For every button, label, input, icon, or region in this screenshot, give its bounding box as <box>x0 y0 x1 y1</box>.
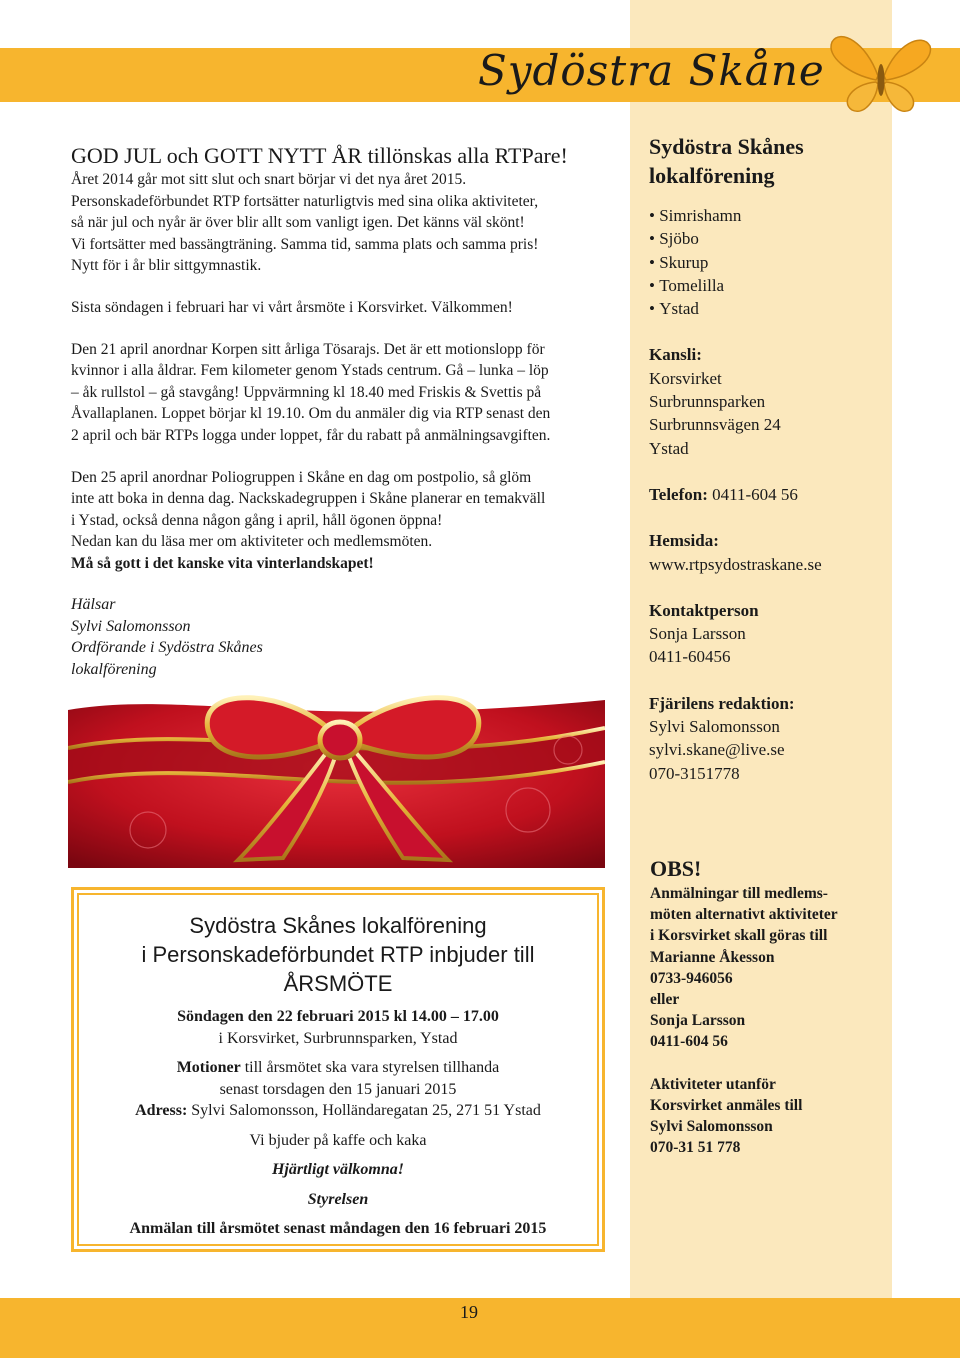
paragraph-line: Nytt för i år blir sittgymnastik. <box>71 257 262 275</box>
obs-line: Korsvirket anmäles till <box>650 1096 803 1114</box>
butterfly-icon <box>826 22 936 118</box>
obs-line: i Korsvirket skall göras till <box>650 927 828 945</box>
signature-line: Sylvi Salomonsson <box>71 617 191 635</box>
page-number: 19 <box>460 1302 478 1322</box>
notice-title-line: Sydöstra Skånes lokalförening <box>189 913 487 938</box>
notice-heading: ÅRSMÖTE <box>283 971 393 996</box>
telefon-value: 0411-604 56 <box>707 484 798 504</box>
paragraph-line: i Ystad, också denna någon gång i april, håll ögonen öppna! <box>71 511 443 529</box>
paragraph-line: inte att boka in denna dag. Nackskadegruppen i Skåne planerar en temakväll <box>71 490 546 508</box>
redaktion-email-link[interactable]: sylvi.skane@live.se <box>649 740 785 760</box>
town-item: • Skurup <box>649 251 884 274</box>
town-item: • Tomelilla <box>649 274 884 297</box>
obs-line: Marianne Åkesson <box>650 948 775 966</box>
paragraph-line: Året 2014 går mot sitt slut och snart börjar vi det nya året 2015. <box>71 171 467 188</box>
redaktion-line: Sylvi Salomonsson <box>649 717 780 737</box>
town-list <box>649 204 884 320</box>
obs-line: eller <box>650 991 680 1009</box>
address-text: Sylvi Salomonsson, Holländaregatan 25, 271 51 Ystad <box>187 1102 541 1119</box>
obs-line: möten alternativt aktiviteter <box>650 906 838 924</box>
welcome-line: Hjärtligt välkomna! <box>271 1161 404 1178</box>
paragraph-line: så när jul och nyår är över blir allt som vanligt igen. Det känns väl skönt! <box>71 214 525 232</box>
obs-line: 0411-604 56 <box>650 1033 728 1051</box>
paragraph-line: – åk rullstol – gå stavgång! Uppvärmning kl 18.40 med Friskis & Svettis på <box>71 383 542 401</box>
annual-meeting-notice <box>71 887 605 1252</box>
christmas-bow-image <box>68 690 605 868</box>
signup-deadline: Anmälan till årsmötet senast måndagen den 16 februari 2015 <box>129 1220 547 1237</box>
kansli-line: Ystad <box>649 438 689 458</box>
paragraph-line: Nedan kan du läsa mer om aktiviteter och medlemsmöten. <box>71 533 433 551</box>
paragraph-line: kvinnor i alla åldrar. Fem kilometer genom Ystads centrum. Gå – lunka – löp <box>71 362 549 380</box>
hemsida-link[interactable]: www.rtpsydostraskane.se <box>649 554 822 574</box>
paragraph-line: Personskadeförbundet RTP fortsätter naturligtvis med sina olika aktiviteter, <box>71 192 539 210</box>
address-line <box>79 1100 597 1122</box>
redaktion-label: Fjärilens redaktion: <box>649 693 795 713</box>
obs-line: 0733-946056 <box>650 969 733 987</box>
signature-line: lokalförening <box>71 660 157 678</box>
paragraph-line: Den 25 april anordnar Poliogruppen i Skåne en dag om postpolio, så glöm <box>71 468 532 486</box>
obs-line: 070-31 51 778 <box>650 1139 741 1157</box>
board-line: Styrelsen <box>307 1190 369 1208</box>
page-title: Sydöstra Skåne <box>478 46 825 95</box>
sidebar-title-line: lokalförening <box>649 163 775 188</box>
paragraph-line: Vi fortsätter med bassängträning. Samma tid, samma plats och samma pris! <box>71 235 539 253</box>
kansli-line: Korsvirket <box>649 368 722 388</box>
sidebar-content <box>649 132 884 785</box>
telefon-line <box>649 483 884 506</box>
kontakt-label: Kontaktperson <box>649 600 759 620</box>
signature-block <box>71 594 263 680</box>
kansli-line: Surbrunnsvägen 24 <box>649 415 781 435</box>
obs-line: Aktiviteter utanför <box>650 1075 776 1093</box>
coffee-line: Vi bjuder på kaffe och kaka <box>249 1131 427 1149</box>
meeting-place: i Korsvirket, Surbrunnsparken, Ystad <box>218 1029 458 1047</box>
paragraph-line: 2 april och bär RTPs logga under loppet, får du rabatt på anmälningsavgiften. <box>71 426 551 444</box>
notice-title-line: i Personskadeförbundet RTP inbjuder till <box>141 942 535 967</box>
signature-line: Ordförande i Sydöstra Skånes <box>71 639 263 657</box>
greeting-heading: GOD JUL och GOTT NYTT ÅR tillönskas alla RTPare! <box>71 143 568 168</box>
hemsida-label: Hemsida: <box>649 531 719 551</box>
kansli-label: Kansli: <box>649 345 702 365</box>
footer-band <box>0 1298 960 1358</box>
sidebar-title-line: Sydöstra Skånes <box>649 134 804 159</box>
paragraph-line: Den 21 april anordnar Korpen sitt årliga Tösarajs. Det är ett motionslopp för <box>71 340 545 358</box>
obs-line: Sylvi Salomonsson <box>650 1118 773 1136</box>
paragraph-line: Åvallaplanen. Loppet börjar kl 19.10. Om du anmäler dig via RTP senast den <box>71 405 551 423</box>
main-article <box>71 143 616 575</box>
obs-title: OBS! <box>650 856 702 881</box>
signature-line: Hälsar <box>71 596 116 613</box>
obs-line: Anmälningar till medlems- <box>650 885 828 902</box>
kontakt-line: Sonja Larsson <box>649 624 746 644</box>
motioner-deadline: senast torsdagen den 15 januari 2015 <box>219 1080 457 1098</box>
motioner-label: Motioner <box>176 1059 241 1076</box>
meeting-date: Söndagen den 22 februari 2015 kl 14.00 – 17.00 <box>177 1008 499 1025</box>
town-item: • Sjöbo <box>649 227 884 250</box>
address-label: Adress: <box>135 1102 188 1119</box>
kansli-line: Surbrunnsparken <box>649 392 766 412</box>
obs-box <box>650 855 880 1158</box>
closing-wish: Må så gott i det kanske vita vinterlandskapet! <box>71 554 374 572</box>
motioner-line <box>79 1057 597 1079</box>
town-item: • Simrishamn <box>649 204 884 227</box>
redaktion-line: 070-3151778 <box>649 763 740 783</box>
kontakt-line: 0411-60456 <box>649 647 731 667</box>
telefon-label: Telefon: <box>649 484 708 504</box>
paragraph-line: Sista söndagen i februari har vi vårt årsmöte i Korsvirket. Välkommen! <box>71 298 513 316</box>
obs-line: Sonja Larsson <box>650 1012 746 1030</box>
motioner-text: till årsmötet ska vara styrelsen tillhanda <box>240 1059 500 1076</box>
town-item: • Ystad <box>649 297 884 320</box>
